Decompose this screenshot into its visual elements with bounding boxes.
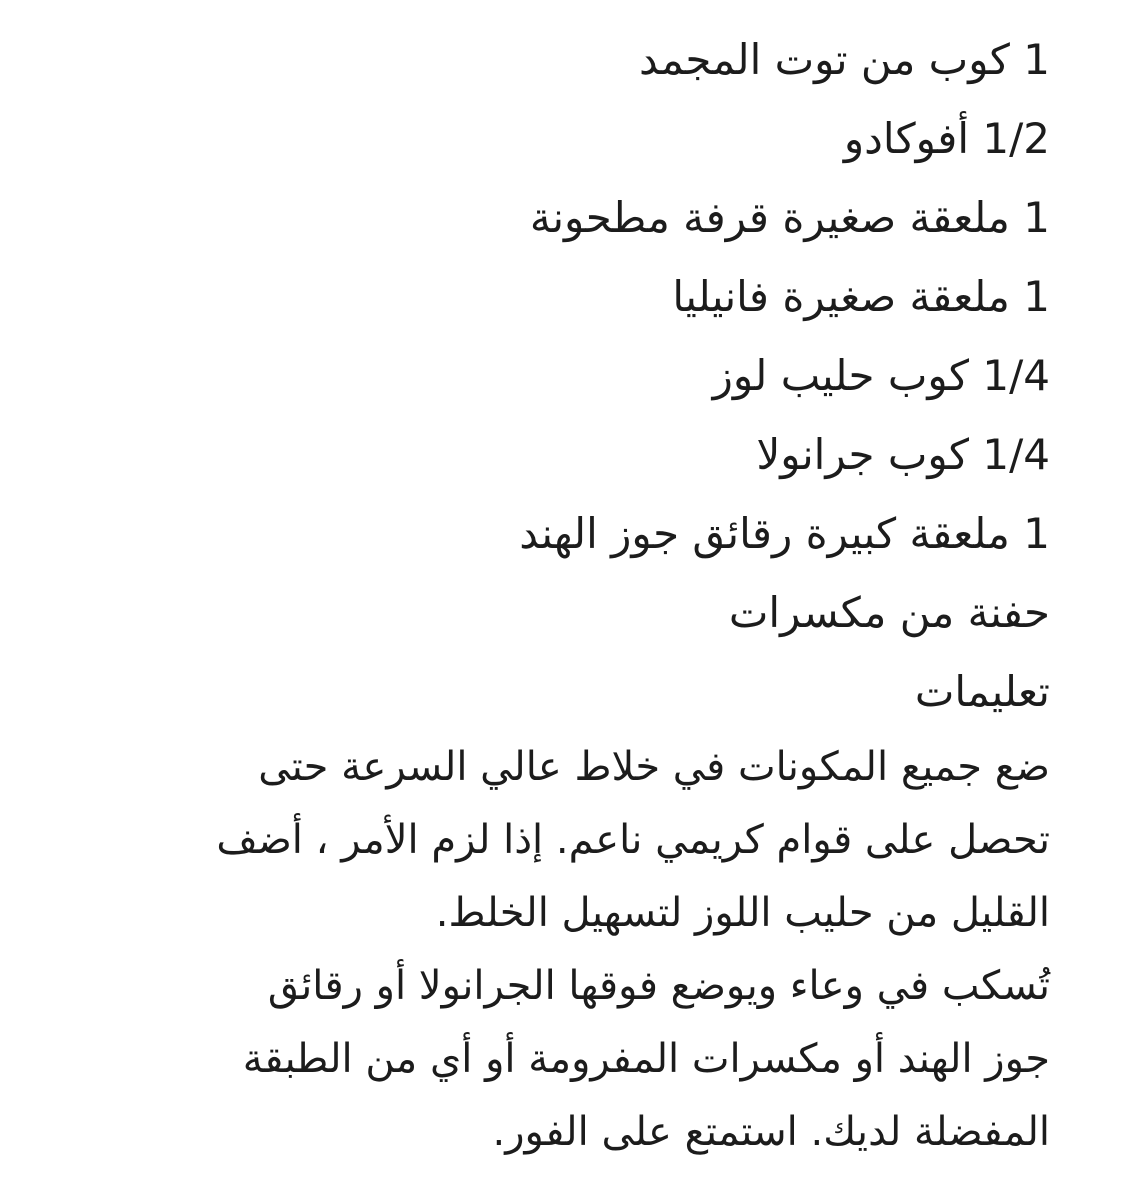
recipe-page [90,20,1050,1169]
ingredients-list [90,20,1050,652]
instruction-paragraph [90,950,1050,1169]
ingredient-item: 1 ملعقة كبيرة رقائق جوز الهند [519,509,1050,558]
ingredient-item: 1 ملعقة صغيرة فانيليا [672,272,1050,321]
ingredient-item: 1/4 كوب حليب لوز [712,351,1050,400]
instruction-line: جوز الهند أو مكسرات المفرومة أو أي من الطبقة [242,1036,1050,1082]
ingredient-item: 1/4 كوب جرانولا [756,430,1050,479]
ingredient-item: 1 كوب من توت المجمد [639,35,1050,84]
instruction-line: ضع جميع المكونات في خلاط عالي السرعة حتى [258,744,1050,790]
instruction-paragraph [90,731,1050,950]
ingredient-item: 1/2 أفوكادو [843,114,1050,163]
instructions-body [90,731,1050,1169]
instruction-line: القليل من حليب اللوز لتسهيل الخلط. [435,890,1050,936]
instruction-line: تُسكب في وعاء ويوضع فوقها الجرانولا أو رقائق [267,963,1050,1009]
instructions-heading: تعليمات [914,667,1050,716]
instruction-line: تحصل على قوام كريمي ناعم. إذا لزم الأمر ، أضف [216,817,1050,863]
ingredient-item: حفنة من مكسرات [728,588,1050,637]
ingredient-item: 1 ملعقة صغيرة قرفة مطحونة [529,193,1050,242]
instruction-line: المفضلة لديك. استمتع على الفور. [492,1109,1050,1155]
